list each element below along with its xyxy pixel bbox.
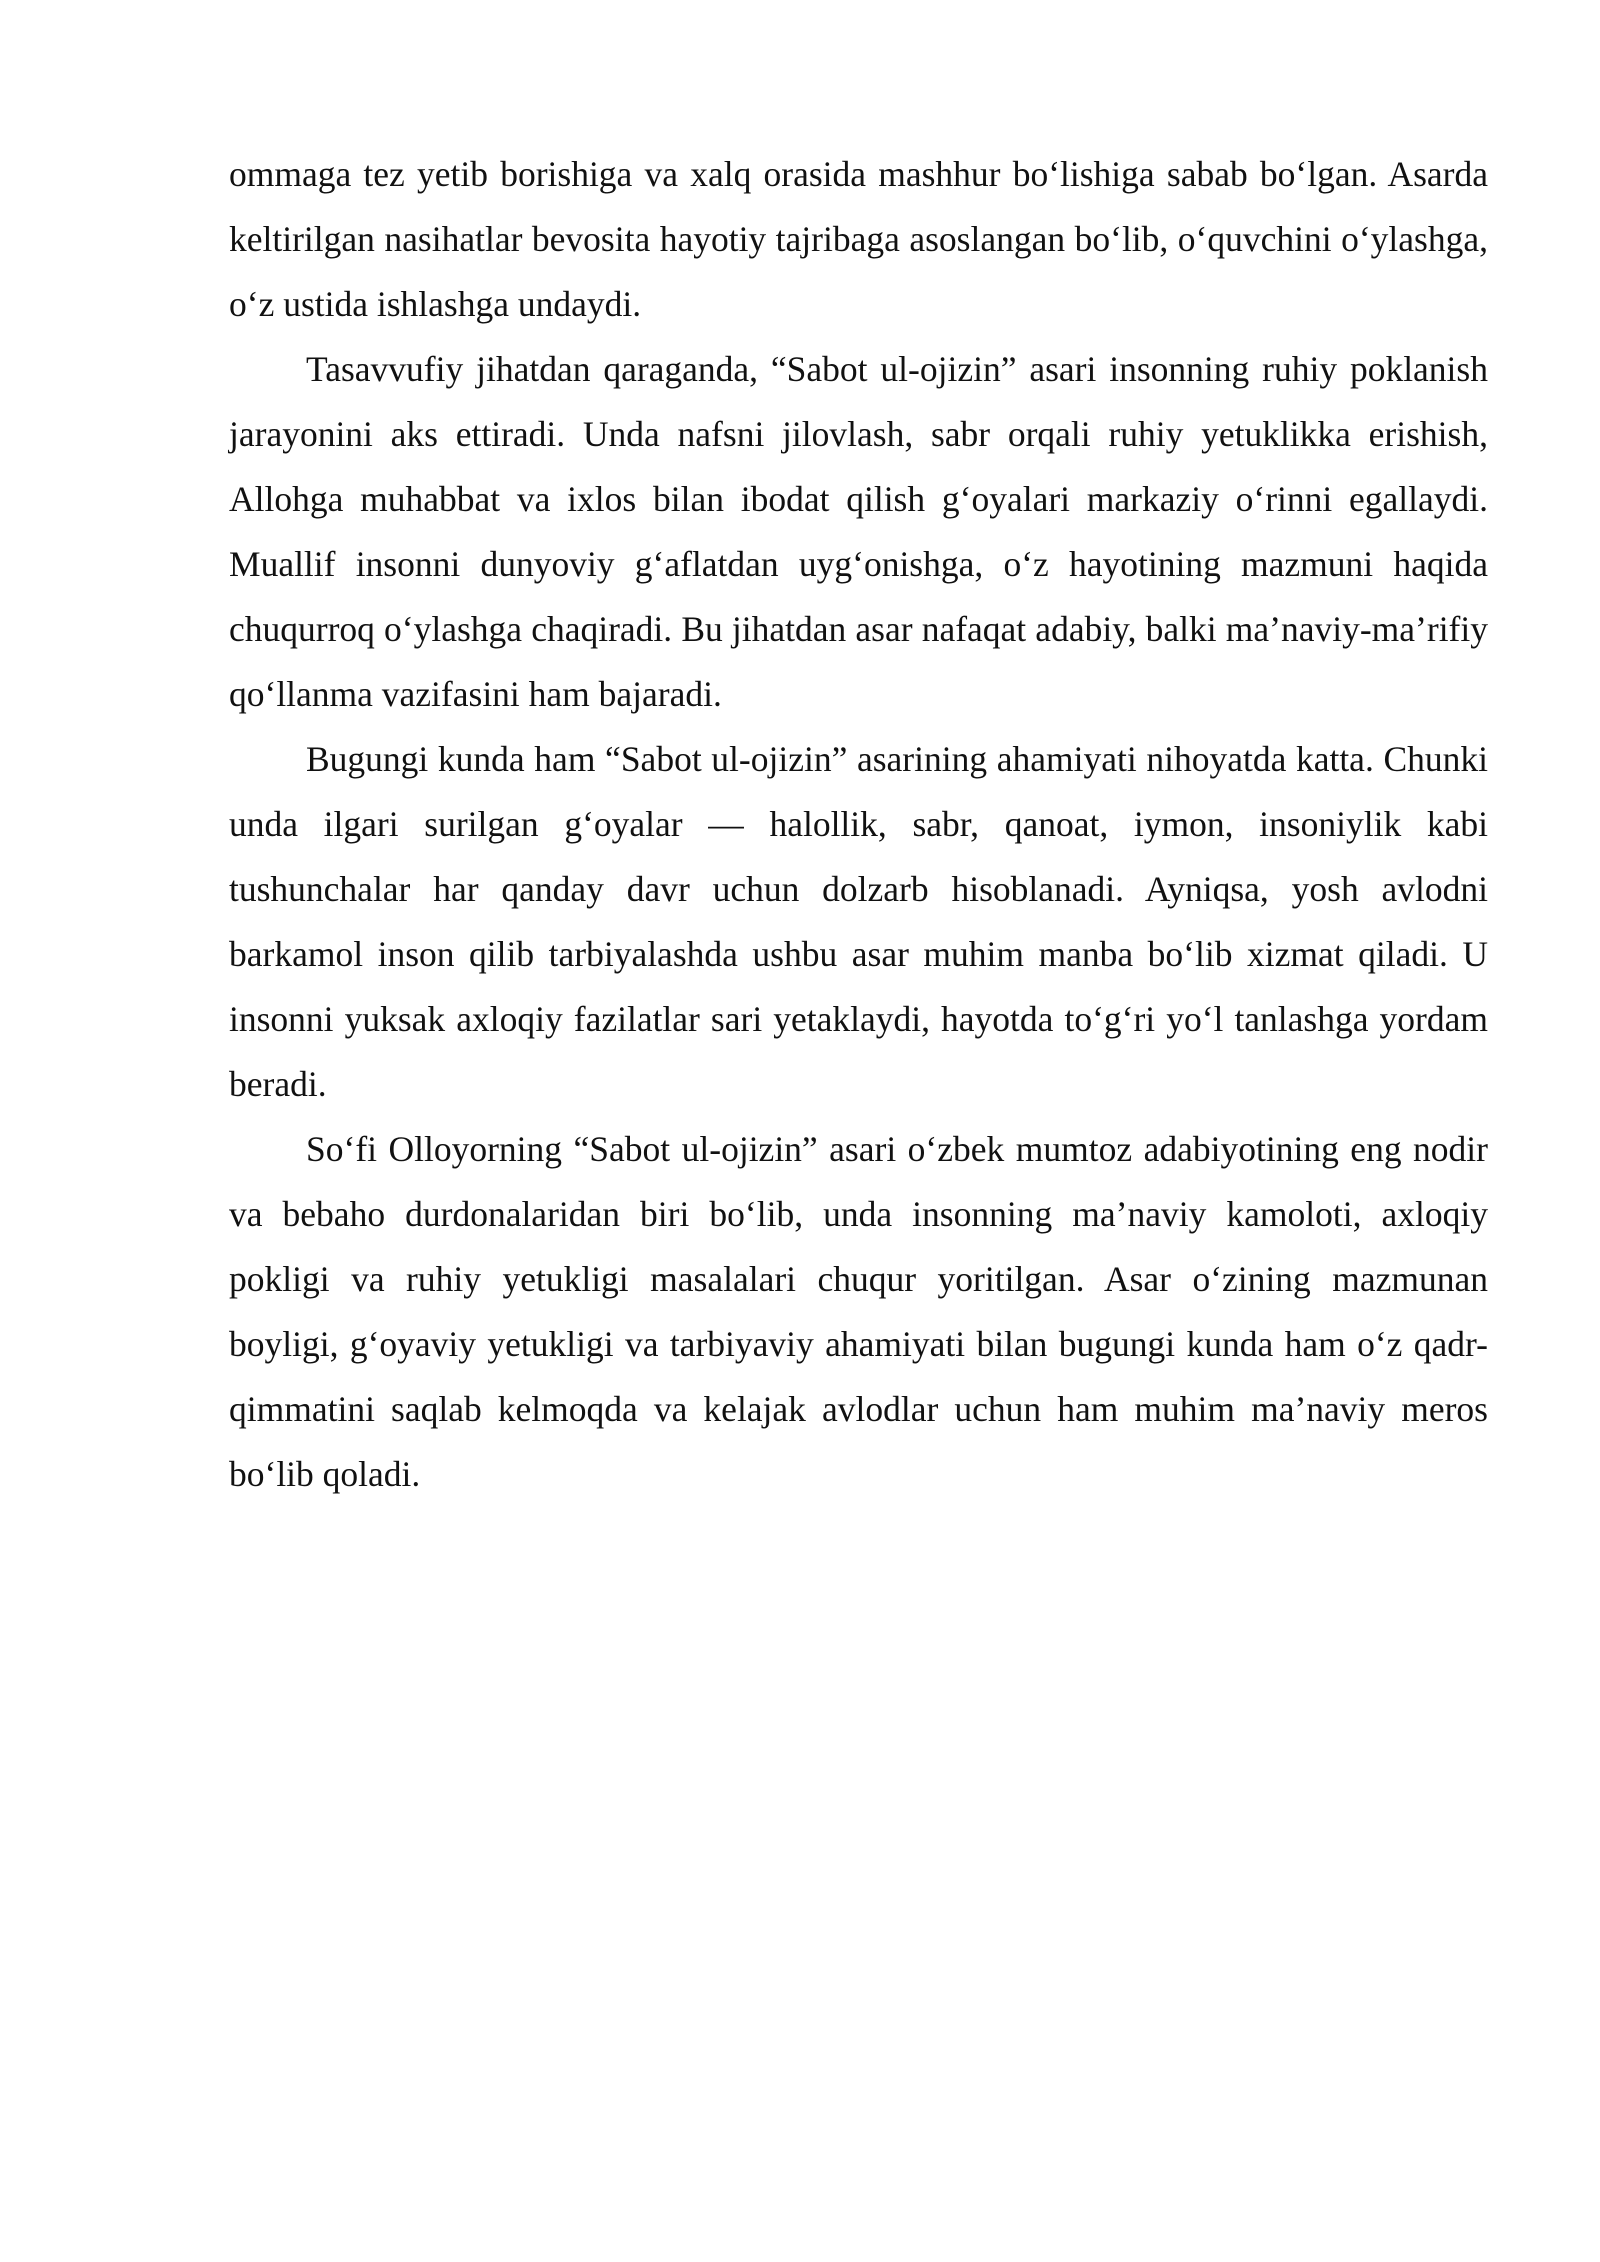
- paragraph-bugungi-kunda: Bugungi kunda ham “Sabot ul-ojizin” asarining ahamiyati nihoyatda katta. Chunki unda ilgari surilgan g‘oyalar — halollik, sabr, qanoat, iymon, insoniylik kabi tushunchalar har qanday davr uchun dolzarb hisoblanadi. Ayniqsa, yosh avlodni barkamol inson qilib tarbiyalashda ushbu asar muhim manba bo‘lib xizmat qiladi. U insonni yuksak axloqiy fazilatlar sari yetaklaydi, hayotda to‘g‘ri yo‘l tanlashga yordam beradi.: [229, 739, 1488, 1104]
- body-text: [229, 142, 1488, 1507]
- paragraph-tasavvufiy: Tasavvufiy jihatdan qaraganda, “Sabot ul-ojizin” asari insonning ruhiy poklanish jarayonini aks ettiradi. Unda nafsni jilovlash, sabr orqali ruhiy yetuklikka erishish, Allohga muhabbat va ixlos bilan ibodat qilish g‘oyalari markaziy o‘rinni egallaydi. Muallif insonni dunyoviy g‘aflatdan uyg‘onishga, o‘z hayotining mazmuni haqida chuqurroq o‘ylashga chaqiradi. Bu jihatdan asar nafaqat adabiy, balki ma’naviy-ma’rifiy qo‘llanma vazifasini ham bajaradi.: [229, 349, 1488, 714]
- paragraph-conclusion: So‘fi Olloyorning “Sabot ul-ojizin” asari o‘zbek mumtoz adabiyotining eng nodir va bebaho durdonalaridan biri bo‘lib, unda insonning ma’naviy kamoloti, axloqiy pokligi va ruhiy yetukligi masalalari chuqur yoritilgan. Asar o‘zining mazmunan boyligi, g‘oyaviy yetukligi va tarbiyaviy ahamiyati bilan bugungi kunda ham o‘z qadr-qimmatini saqlab kelmoqda va kelajak avlodlar uchun ham muhim ma’naviy meros bo‘lib qoladi.: [229, 1129, 1488, 1494]
- paragraph-continuation: ommaga tez yetib borishiga va xalq orasida mashhur bo‘lishiga sabab bo‘lgan. Asarda keltirilgan nasihatlar bevosita hayotiy tajribaga asoslangan bo‘lib, o‘quvchini o‘ylashga, o‘z ustida ishlashga undaydi.: [229, 154, 1488, 324]
